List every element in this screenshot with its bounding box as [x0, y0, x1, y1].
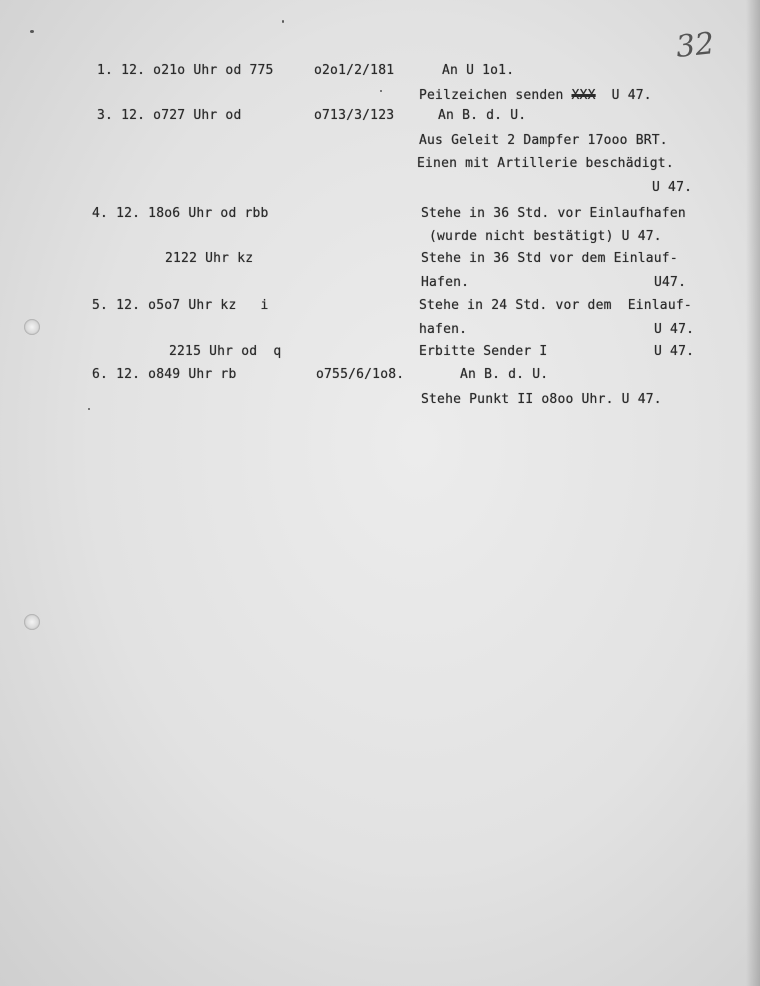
message-signature: U 47. — [595, 88, 652, 103]
struck-out-text: XXX — [571, 88, 596, 103]
log-entry-datetime: 2215 Uhr od q — [169, 344, 282, 359]
ink-speck — [282, 20, 284, 23]
message-signature: U 47. — [652, 180, 693, 195]
message-text: Peilzeichen senden — [419, 88, 572, 103]
log-entry-message: hafen. — [419, 322, 468, 337]
log-entry-reference: o755/6/1o8. — [316, 367, 405, 382]
log-entry-message: An B. d. U. — [460, 367, 549, 382]
log-entry-datetime: 3. 12. o727 Uhr od — [97, 108, 242, 123]
log-entry-message: Stehe in 36 Std vor dem Einlauf- — [421, 251, 678, 266]
log-entry-message: Einen mit Artillerie beschädigt. — [417, 156, 674, 171]
log-entry-message: Hafen. — [421, 275, 470, 290]
ink-speck — [30, 30, 34, 33]
message-signature: U 47. — [654, 344, 695, 359]
log-entry-datetime: 4. 12. 18o6 Uhr od rbb — [92, 206, 269, 221]
log-entry-datetime: 2122 Uhr kz — [165, 251, 254, 266]
log-entry-datetime: 5. 12. o5o7 Uhr kz i — [92, 298, 269, 313]
log-entry-reference: o713/3/123 — [314, 108, 395, 123]
message-signature: U 47. — [654, 322, 695, 337]
punch-hole-top — [24, 319, 40, 335]
punch-hole-bottom — [24, 614, 40, 630]
log-entry-reference: o2o1/2/181 — [314, 63, 395, 78]
page-edge-shadow — [746, 0, 760, 986]
ink-speck — [380, 90, 382, 92]
ink-speck — [88, 408, 90, 410]
message-signature: U47. — [654, 275, 687, 290]
log-entry-message: (wurde nicht bestätigt) U 47. — [429, 229, 662, 244]
log-entry-message: An U 1o1. — [442, 63, 515, 78]
log-entry-datetime: 1. 12. o21o Uhr od 775 — [97, 63, 274, 78]
log-entry-datetime: 6. 12. o849 Uhr rb — [92, 367, 237, 382]
log-entry-message: Stehe in 36 Std. vor Einlaufhafen — [421, 206, 686, 221]
log-entry-message: An B. d. U. — [438, 108, 527, 123]
handwritten-page-number: 32 — [674, 26, 716, 65]
log-entry-message: Aus Geleit 2 Dampfer 17ooo BRT. — [419, 133, 668, 148]
log-entry-message — [419, 88, 652, 104]
log-entry-message: Stehe Punkt II o8oo Uhr. U 47. — [421, 392, 662, 407]
log-entry-message: Stehe in 24 Std. vor dem Einlauf- — [419, 298, 692, 313]
log-entry-message: Erbitte Sender I — [419, 344, 548, 359]
